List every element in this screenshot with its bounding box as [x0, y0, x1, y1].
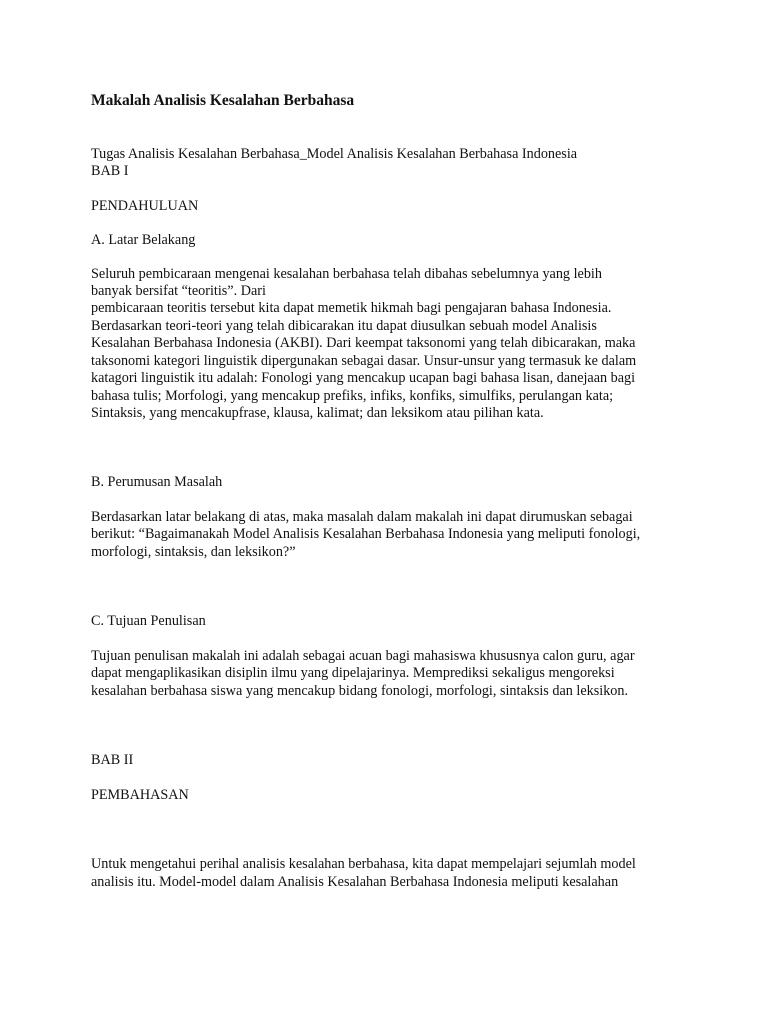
chapter-title: PENDAHULUAN	[91, 198, 199, 214]
chapter-heading: BAB I	[91, 163, 129, 179]
paragraph-line: katagori linguistik itu adalah: Fonologi yang mencakup ucapan bagi bahasa lisan, danejaan bagi	[91, 370, 636, 386]
paragraph-line: kesalahan berbahasa siswa yang mencakup bidang fonologi, morfologi, sintaksis dan leksikon.	[91, 683, 629, 699]
section-heading-a: A. Latar Belakang	[91, 232, 196, 248]
paragraph-line: Untuk mengetahui perihal analisis kesalahan berbahasa, kita dapat mempelajari sejumlah model	[91, 856, 636, 872]
paragraph-line: Seluruh pembicaraan mengenai kesalahan berbahasa telah dibahas sebelumnya yang lebih	[91, 266, 602, 282]
document-subtitle: Tugas Analisis Kesalahan Berbahasa_Model Analisis Kesalahan Berbahasa Indonesia	[91, 146, 578, 162]
paragraph-line: pembicaraan teoritis tersebut kita dapat memetik hikmah bagi pengajaran bahasa Indonesia.	[91, 300, 612, 316]
paragraph-line: banyak bersifat “teoritis”. Dari	[91, 283, 266, 299]
paragraph-line: berikut: “Bagaimanakah Model Analisis Kesalahan Berbahasa Indonesia yang meliputi fonologi,	[91, 526, 641, 542]
chapter-title: PEMBAHASAN	[91, 787, 189, 803]
paragraph-line: Berdasarkan latar belakang di atas, maka masalah dalam makalah ini dapat dirumuskan sebagai	[91, 509, 633, 525]
paragraph-line: Berdasarkan teori-teori yang telah dibicarakan itu dapat diusulkan sebuah model Analisis	[91, 318, 597, 334]
section-heading-c: C. Tujuan Penulisan	[91, 613, 206, 629]
paragraph-line: Kesalahan Berbahasa Indonesia (AKBI). Dari keempat taksonomi yang telah dibicarakan, maka	[91, 335, 636, 351]
document-title: Makalah Analisis Kesalahan Berbahasa	[91, 92, 355, 109]
paragraph-line: taksonomi kategori linguistik dipergunakan sebagai dasar. Unsur-unsur yang termasuk ke dalam	[91, 353, 637, 369]
paragraph-line: morfologi, sintaksis, dan leksikon?”	[91, 544, 296, 560]
section-heading-b: B. Perumusan Masalah	[91, 474, 223, 490]
paragraph-line: dapat mengaplikasikan disiplin ilmu yang dipelajarinya. Memprediksi sekaligus mengoreksi	[91, 665, 615, 681]
paragraph-line: Sintaksis, yang mencakupfrase, klausa, kalimat; dan leksikom atau pilihan kata.	[91, 405, 544, 421]
chapter-heading: BAB II	[91, 752, 134, 768]
paragraph-line: bahasa tulis; Morfologi, yang mencakup prefiks, infiks, konfiks, simulfiks, perulangan kata;	[91, 388, 614, 404]
paragraph-line: Tujuan penulisan makalah ini adalah sebagai acuan bagi mahasiswa khususnya calon guru, agar	[91, 648, 635, 664]
paragraph-line: analisis itu. Model-model dalam Analisis Kesalahan Berbahasa Indonesia meliputi kesalahan	[91, 874, 619, 890]
